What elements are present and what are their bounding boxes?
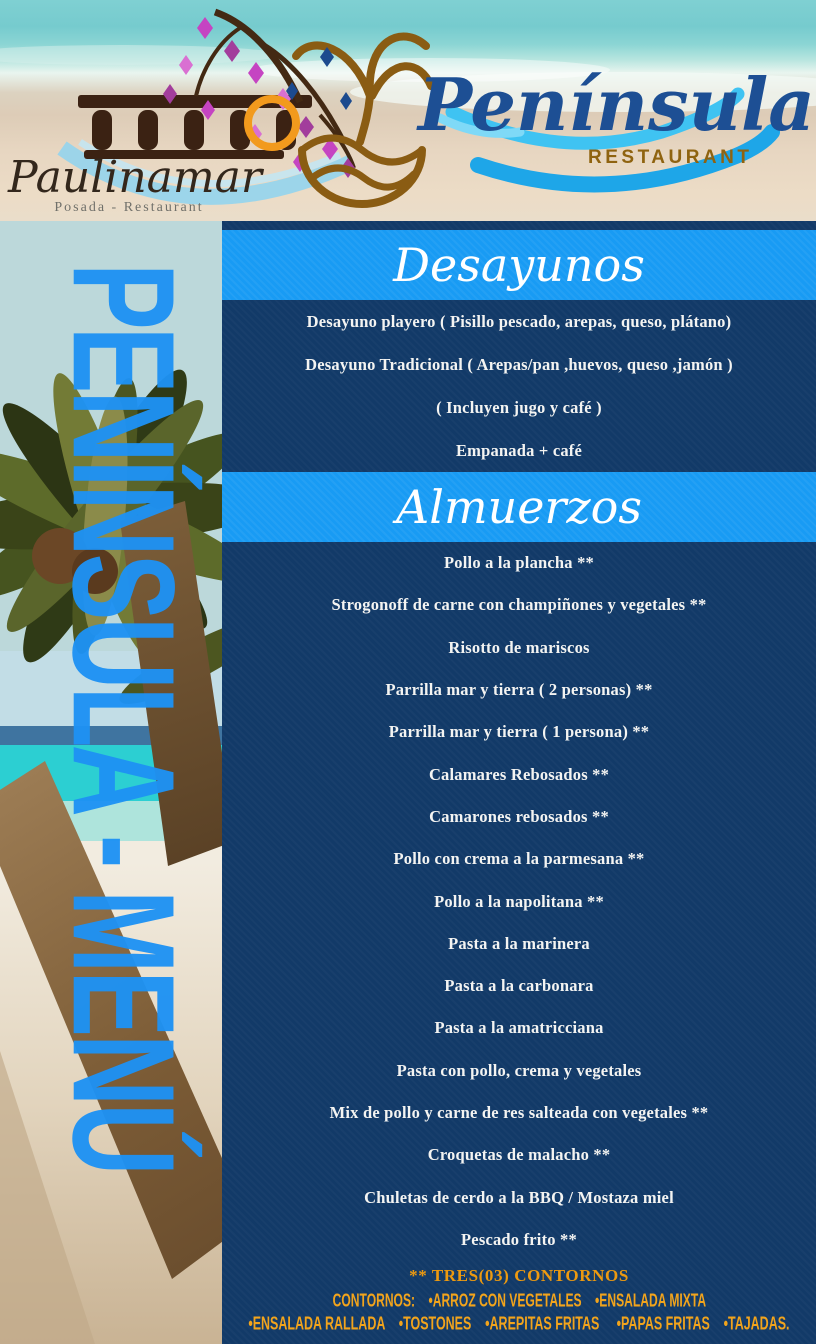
section-desayunos: [222, 230, 816, 472]
menu-panel: [222, 221, 816, 1344]
menu-item: Chuletas de cerdo a la BBQ / Mostaza miel: [364, 1187, 674, 1207]
menu-item: Desayuno Tradicional ( Arepas/pan ,huevos, queso ,jamón ): [305, 354, 733, 374]
menu-item: ( Incluyen jugo y café ): [436, 397, 602, 417]
peninsula-wordmark: Península: [418, 62, 815, 147]
desayunos-items: [222, 300, 816, 472]
menu-item: Empanada + café: [455, 440, 583, 460]
restaurant-subtitle: RESTAURANT: [588, 147, 753, 168]
menu-item: Pescado frito **: [461, 1229, 577, 1249]
almuerzos-items: [222, 542, 816, 1261]
section-title: Desayunos: [393, 238, 645, 292]
menu-item: Desayuno playero ( Pisillo pescado, arepas, queso, plátano): [306, 311, 732, 331]
contornos-line-2: [172, 1313, 816, 1337]
header-beach-photo: [0, 0, 816, 221]
menu-item: Camarones rebosados **: [429, 806, 609, 826]
vertical-menu-title: PENÍNSULA - MENÚ: [41, 263, 205, 1173]
section-banner-desayunos: [222, 230, 816, 300]
contornos-footer: [222, 1261, 816, 1337]
paulinamar-subtitle: Posada - Restaurant: [54, 200, 204, 215]
menu-item: Risotto de mariscos: [448, 637, 590, 657]
menu-item: Pollo a la napolitana **: [434, 891, 604, 911]
menu-item: Pasta a la amatricciana: [434, 1018, 604, 1038]
menu-item: Calamares Rebosados **: [428, 764, 610, 784]
section-almuerzos: [222, 472, 816, 1261]
menu-item: Croquetas de malacho **: [427, 1145, 611, 1165]
menu-item: Pasta a la marinera: [448, 933, 590, 953]
paulinamar-logo: [7, 12, 355, 215]
sidebar-palm-photo: [0, 221, 222, 1344]
menu-item: Pasta con pollo, crema y vegetales: [396, 1060, 642, 1080]
menu-item: Pollo con crema a la parmesana **: [393, 849, 645, 869]
contornos-line-2-text: •ENSALADA RALLADA •TOSTONES •AREPITAS FRITAS •PAPAS FRITAS •TAJADAS.: [248, 1314, 790, 1335]
menu-item: Mix de pollo y carne de res salteada con vegetales **: [329, 1103, 709, 1122]
menu-item: Pollo a la plancha **: [444, 553, 594, 573]
menu-item: Parrilla mar y tierra ( 2 personas) **: [385, 680, 653, 700]
sea-foam: [0, 45, 280, 65]
paulinamar-wordmark: Paulinamar: [8, 152, 262, 203]
contornos-line-1: [280, 1290, 759, 1313]
menu-item: Parrilla mar y tierra ( 1 persona) **: [388, 722, 650, 742]
contornos-line-1-text: CONTORNOS: •ARROZ CON VEGETALES •ENSALADA MIXTA: [332, 1290, 706, 1311]
menu-item: Strogonoff de carne con champiñones y vegetales **: [331, 595, 707, 615]
section-banner-almuerzos: [222, 472, 816, 542]
menu-item: Pasta a la carbonara: [444, 976, 594, 996]
section-title: Almuerzos: [396, 480, 642, 534]
header-graphics: [0, 0, 816, 221]
contornos-note: ** TRES(03) CONTORNOS: [409, 1265, 629, 1285]
